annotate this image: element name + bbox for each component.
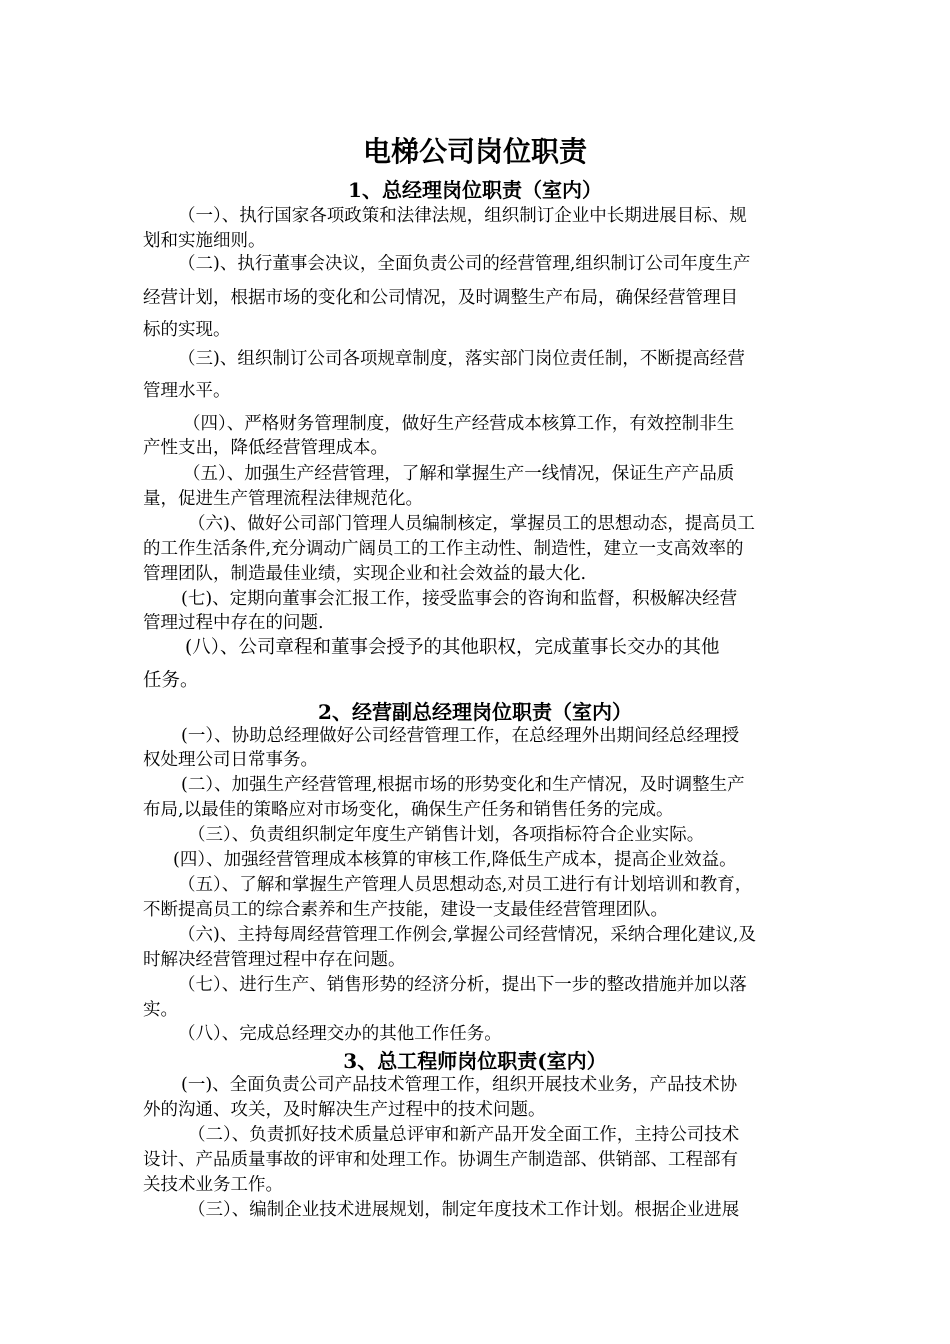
paragraph-line: 管理水平。 — [143, 381, 231, 401]
paragraph-line: 不断提高员工的综合素养和生产技能，建设一支最佳经营管理团队。 — [143, 900, 668, 920]
paragraph-line: 布局,以最佳的策略应对市场变化，确保生产任务和销售任务的完成。 — [143, 800, 674, 820]
paragraph-line: (七)、定期向董事会汇报工作，接受监事会的咨询和监督，积极解决经营 — [181, 589, 738, 609]
paragraph-line: (二）、加强生产经营管理,根据市场的形势变化和生产情况，及时调整生产 — [181, 775, 745, 795]
paragraph-line: （二)、执行董事会决议，全面负责公司的经营管理,组织制订公司年度生产 — [178, 254, 751, 274]
paragraph-line: （八）、完成总经理交办的其他工作任务。 — [178, 1024, 502, 1044]
paragraph-line: （四）、严格财务管理制度，做好生产经营成本核算工作，有效控制非生 — [183, 414, 735, 434]
paragraph-line: （三）、编制企业技术进展规划，制定年度技术工作计划。根据企业进展 — [188, 1200, 740, 1220]
paragraph-line: 关技术业务工作。 — [143, 1175, 283, 1195]
paragraph-line: （三）、负责组织制定年度生产销售计划，各项指标符合企业实际。 — [188, 825, 705, 845]
paragraph-line: （五）、加强生产经营管理，了解和掌握生产一线情况，保证生产产品质 — [183, 464, 735, 484]
paragraph-line: （五）、了解和掌握生产管理人员思想动态,对员工进行有计划培训和教育， — [178, 875, 753, 895]
paragraph-line: 产性支出，降低经营管理成本。 — [143, 438, 388, 458]
paragraph-line: 经营计划，根据市场的变化和公司情况，及时调整生产布局，确保经营管理目 — [143, 288, 738, 308]
paragraph-line: (八）、公司章程和董事会授予的其他职权，完成董事长交办的其他 — [185, 637, 720, 658]
paragraph-line: (一）、协助总经理做好公司经营管理工作，在总经理外出期间经总经理授 — [181, 726, 740, 746]
document-title: 电梯公司岗位职责 — [362, 135, 587, 168]
paragraph-line: （六)、主持每周经营管理工作例会,掌握公司经营情况，采纳合理化建议,及 — [178, 925, 756, 945]
paragraph-line: 实。 — [143, 1000, 178, 1020]
paragraph-line: (四）、加强经营管理成本核算的审核工作,降低生产成本，提高企业效益。 — [173, 850, 737, 870]
paragraph-line: （一）、执行国家各项政策和法律法规，组织制订企业中长期进展目标、规 — [178, 206, 747, 226]
paragraph-line: 管理团队，制造最佳业绩，实现企业和社会效益的最大化. — [143, 564, 587, 584]
paragraph-line: 量，促进生产管理流程法律规范化。 — [143, 489, 423, 509]
paragraph-line: 管理过程中存在的问题. — [143, 613, 324, 633]
paragraph-line: 任务。 — [143, 670, 199, 691]
paragraph-line: 外的沟通、攻关，及时解决生产过程中的技术问题。 — [143, 1100, 546, 1120]
section-heading-1: 1、总经理岗位职责（室内） — [348, 178, 602, 202]
paragraph-line: （六)、做好公司部门管理人员编制核定，掌握员工的思想动态，提高员工 — [188, 514, 755, 534]
section-heading-2: 2、经营副总经理岗位职责（室内） — [318, 700, 632, 724]
paragraph-line: 权处理公司日常事务。 — [143, 750, 318, 770]
paragraph-line: 标的实现。 — [143, 320, 231, 340]
paragraph-line: 设计、产品质量事故的评审和处理工作。协调生产制造部、供销部、工程部有 — [143, 1150, 738, 1170]
paragraph-line: 划和实施细则。 — [143, 231, 266, 251]
paragraph-line: （三)、组织制订公司各项规章制度，落实部门岗位责任制，不断提高经营 — [178, 349, 745, 369]
paragraph-line: （七）、进行生产、销售形势的经济分析，提出下一步的整改措施并加以落 — [178, 975, 747, 995]
paragraph-line: 时解决经营管理过程中存在问题。 — [143, 950, 406, 970]
paragraph-line: (一)、全面负责公司产品技术管理工作，组织开展技术业务，产品技术协 — [181, 1075, 738, 1095]
section-heading-3: 3、总工程师岗位职责(室内） — [343, 1049, 607, 1073]
paragraph-line: 的工作生活条件,充分调动广阔员工的工作主动性、制造性，建立一支高效率的 — [143, 539, 744, 559]
paragraph-line: （二）、负责抓好技术质量总评审和新产品开发全面工作，主持公司技术 — [188, 1125, 740, 1145]
